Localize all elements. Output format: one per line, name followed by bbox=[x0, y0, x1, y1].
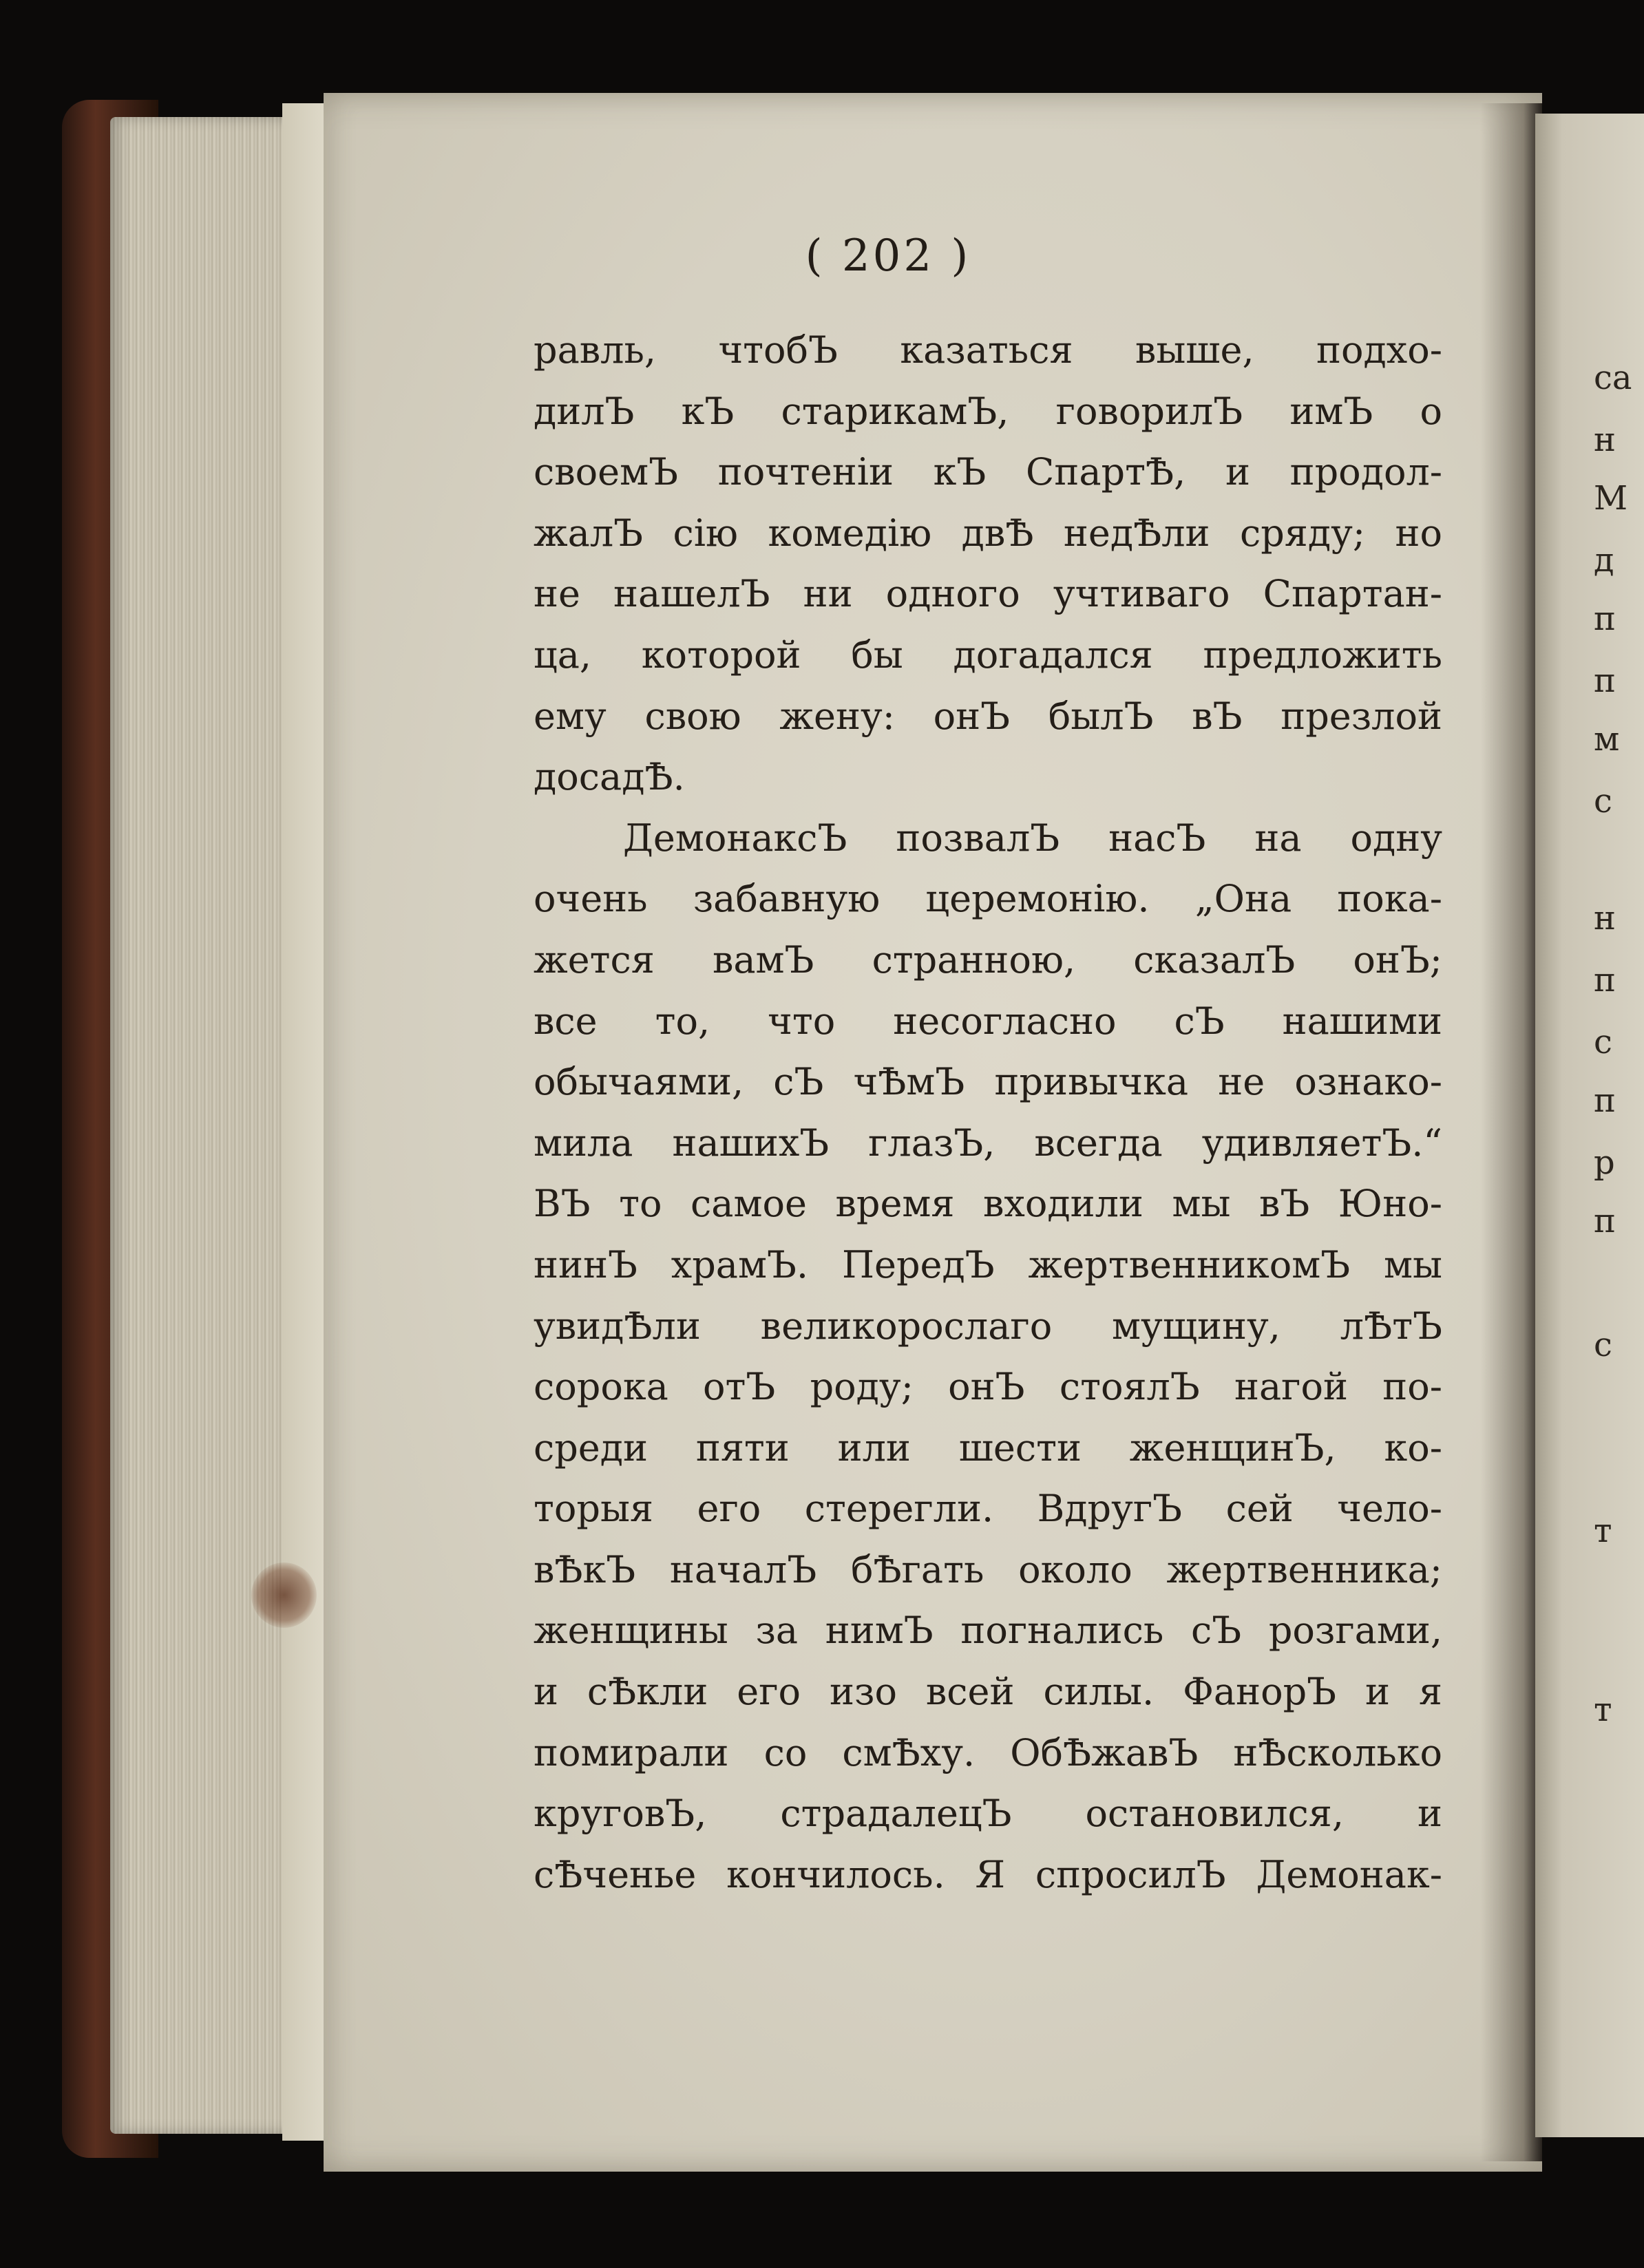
facing-fragment: п bbox=[1594, 600, 1616, 638]
text-line: нинЪ храмЪ. ПередЪ жертвенникомЪ мы bbox=[534, 1242, 1442, 1286]
text-line: сорока отЪ роду; онЪ стоялЪ нагой по- bbox=[534, 1365, 1442, 1409]
text-line: ДемонаксЪ позвалЪ насЪ на одну bbox=[623, 816, 1442, 860]
facing-fragment: р bbox=[1594, 1143, 1615, 1182]
text-line: помирали со смѢху. ОбѢжавЪ нѢсколько bbox=[534, 1730, 1442, 1774]
page-gutter bbox=[1480, 103, 1542, 2161]
text-line: вѢкЪ началЪ бѢгать около жертвенника; bbox=[534, 1547, 1442, 1591]
text-line: среди пяти или шести женщинЪ, ко- bbox=[534, 1426, 1442, 1470]
ink-stain bbox=[251, 1562, 317, 1628]
facing-fragment: с bbox=[1594, 1023, 1612, 1061]
facing-fragment: т bbox=[1594, 1512, 1612, 1550]
text-line: ца, которой бы догадался предложить bbox=[534, 633, 1442, 677]
text-line: очень забавную церемонію. „Она пока- bbox=[534, 877, 1442, 921]
facing-fragment: п bbox=[1594, 661, 1616, 700]
text-line: досадѢ. bbox=[534, 755, 685, 799]
text-line: жалЪ сію комедію двѢ недѢли сряду; но bbox=[534, 511, 1442, 555]
facing-fragment: н bbox=[1594, 421, 1616, 459]
facing-fragment: м bbox=[1594, 720, 1620, 759]
text-line: дилЪ кЪ старикамЪ, говорилЪ имЪ о bbox=[534, 389, 1442, 433]
text-line: мила нашихЪ глазЪ, всегда удивляетЪ.“ bbox=[534, 1121, 1442, 1165]
text-line: равль, чтобЪ казаться выше, подхо- bbox=[534, 328, 1442, 372]
text-line: женщины за нимЪ погнались сЪ розгами, bbox=[534, 1609, 1442, 1653]
facing-fragment: са bbox=[1594, 359, 1632, 397]
text-line: торыя его стерегли. ВдругЪ сей чело- bbox=[534, 1487, 1442, 1531]
facing-fragment: п bbox=[1594, 1202, 1616, 1240]
text-line: не нашелЪ ни одного учтиваго Спартан- bbox=[534, 572, 1442, 616]
page-text bbox=[534, 320, 1442, 1905]
facing-fragment: п bbox=[1594, 961, 1616, 999]
text-line: ему свою жену: онЪ былЪ вЪ презлой bbox=[534, 694, 1442, 738]
text-line: обычаями, сЪ чѢмЪ привычка не ознако- bbox=[534, 1060, 1442, 1104]
page-number: ( 202 ) bbox=[805, 231, 971, 282]
facing-fragment: д bbox=[1594, 541, 1614, 580]
text-line: ВЪ то самое время входили мы вЪ Юно- bbox=[534, 1182, 1442, 1226]
text-line: сѢченье кончилось. Я спросилЪ Демонак- bbox=[534, 1852, 1442, 1896]
facing-fragment: с bbox=[1594, 1326, 1612, 1364]
text-line: своемЪ почтеніи кЪ СпартѢ, и продол- bbox=[534, 450, 1442, 494]
text-line: круговЪ, страдалецЪ остановился, и bbox=[534, 1792, 1442, 1836]
text-line: увидѢли великорослаго мущину, лѢтЪ bbox=[534, 1304, 1442, 1348]
facing-fragment: т bbox=[1594, 1691, 1612, 1729]
facing-fragment: п bbox=[1594, 1081, 1616, 1120]
facing-page-text bbox=[1594, 0, 1644, 2268]
text-line: все то, что несогласно сЪ нашими bbox=[534, 999, 1442, 1043]
text-line: и сѢкли его изо всей силы. ФанорЪ и я bbox=[534, 1670, 1442, 1714]
text-line: жется вамЪ странною, сказалЪ онЪ; bbox=[534, 937, 1442, 982]
facing-fragment: М bbox=[1594, 479, 1628, 518]
facing-fragment: с bbox=[1594, 782, 1612, 820]
facing-fragment: н bbox=[1594, 899, 1616, 937]
